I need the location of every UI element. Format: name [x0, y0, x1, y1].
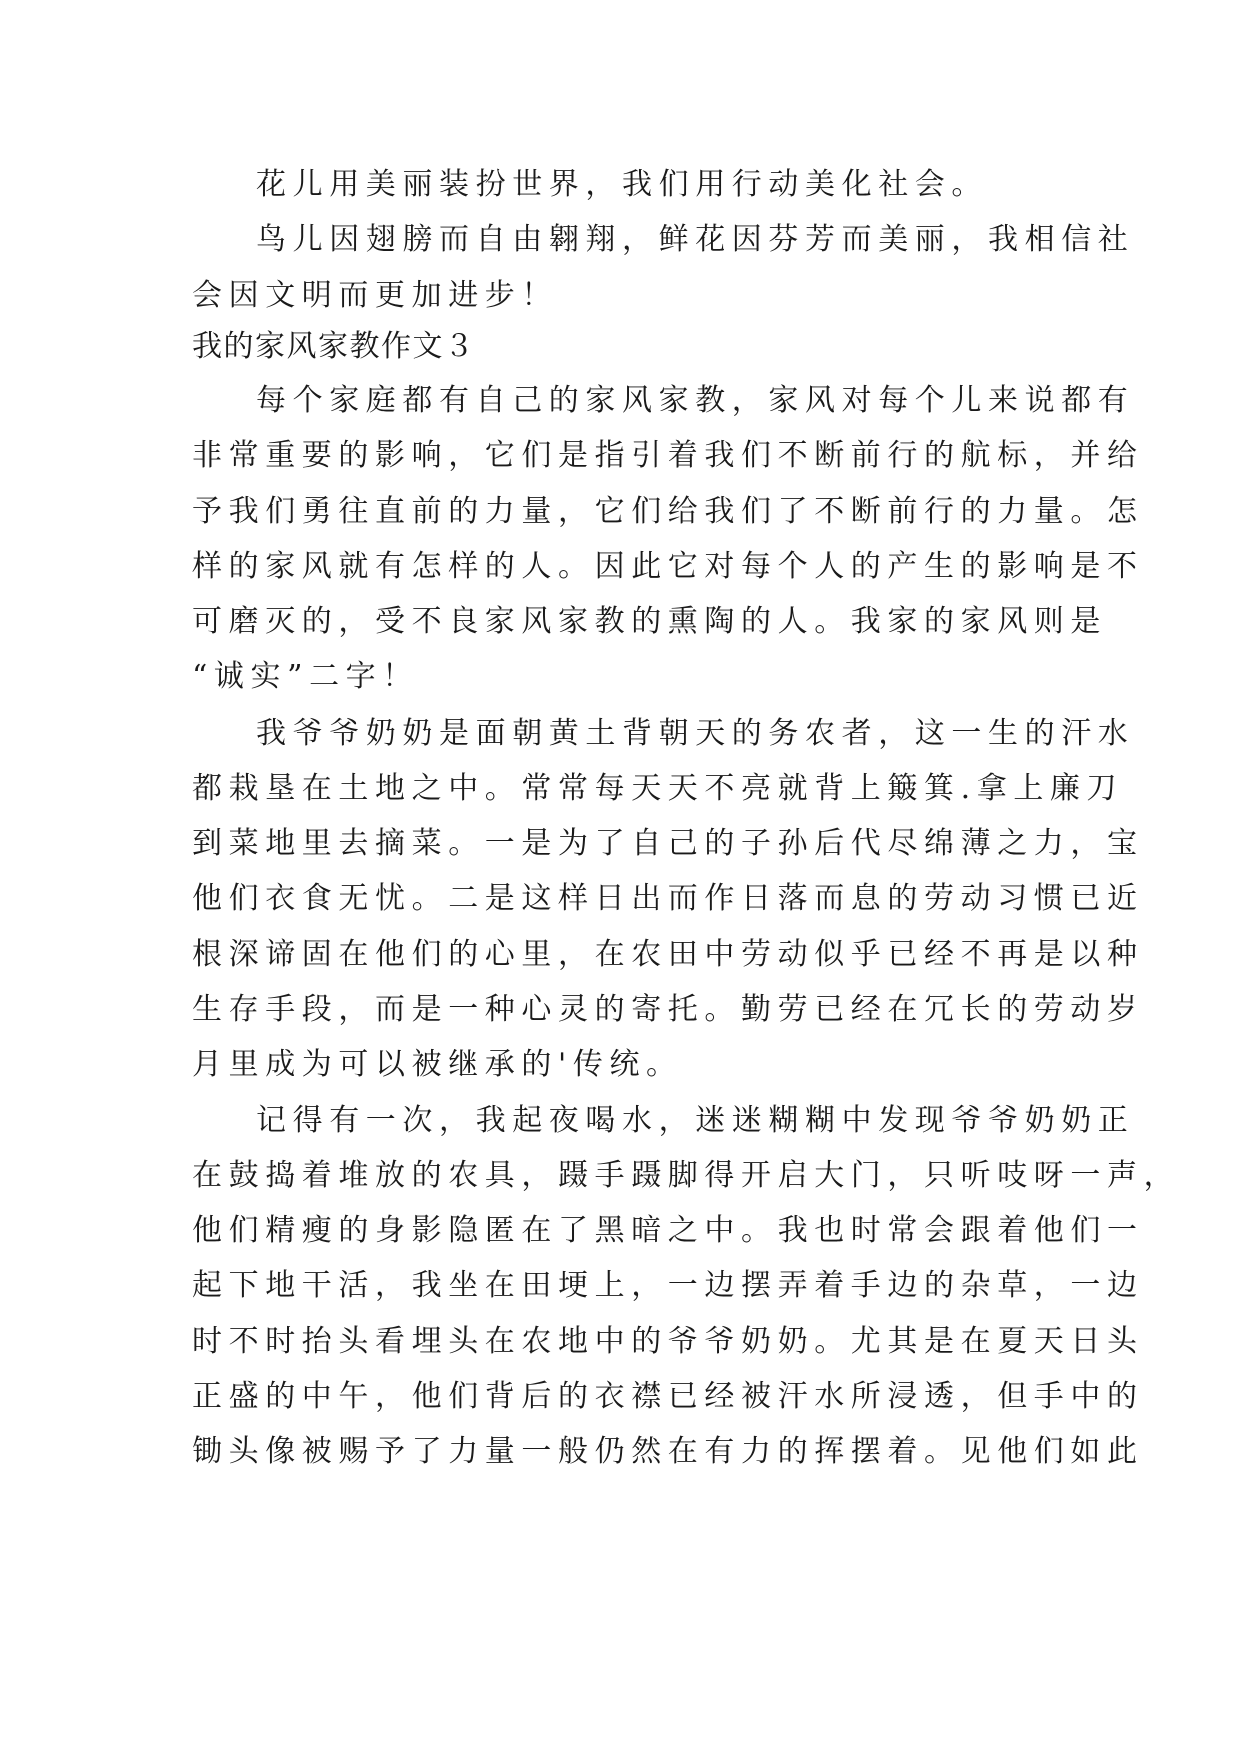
text-line: 起下地干活，我坐在田埂上，一边摆弄着手边的杂草，一边 [192, 1268, 1144, 1303]
text-line: 花儿用美丽装扮世界，我们用行动美化社会。 [256, 167, 988, 202]
text-line: 他们精瘦的身影隐匿在了黑暗之中。我也时常会跟着他们一 [192, 1213, 1144, 1248]
text-line: 我爷爷奶奶是面朝黄土背朝天的务农者，这一生的汗水 [256, 716, 1135, 751]
text-line: 会因文明而更加进步！ [192, 278, 558, 313]
text-line: 记得有一次，我起夜喝水，迷迷糊糊中发现爷爷奶奶正 [256, 1103, 1135, 1138]
text-line: 每个家庭都有自己的家风家教，家风对每个儿来说都有 [256, 383, 1135, 418]
text-line: 正盛的中午，他们背后的衣襟已经被汗水所浸透，但手中的 [192, 1379, 1144, 1414]
text-line: 可磨灭的，受不良家风家教的熏陶的人。我家的家风则是 [192, 604, 1107, 639]
text-line: 予我们勇往直前的力量，它们给我们了不断前行的力量。怎 [192, 494, 1144, 529]
text-line: 鸟儿因翅膀而自由翱翔，鲜花因芬芳而美丽，我相信社 [256, 222, 1135, 257]
text-line: 非常重要的影响，它们是指引着我们不断前行的航标，并给 [192, 438, 1144, 473]
text-line: “诚实”二字！ [192, 659, 419, 694]
text-line: 都栽垦在土地之中。常常每天天不亮就背上簸箕.拿上廉刀 [192, 771, 1124, 806]
section-heading: 我的家风家教作文３ [192, 329, 476, 364]
text-line: 锄头像被赐予了力量一般仍然在有力的挥摆着。见他们如此 [192, 1434, 1144, 1469]
text-line: 他们衣食无忧。二是这样日出而作日落而息的劳动习惯已近 [192, 881, 1144, 916]
text-line: 到菜地里去摘菜。一是为了自己的子孙后代尽绵薄之力，宝 [192, 826, 1144, 861]
text-line: 根深谛固在他们的心里，在农田中劳动似乎已经不再是以种 [192, 937, 1144, 972]
text-line: 样的家风就有怎样的人。因此它对每个人的产生的影响是不 [192, 549, 1144, 584]
text-line: 时不时抬头看埋头在农地中的爷爷奶奶。尤其是在夏天日头 [192, 1324, 1144, 1359]
text-line: 月里成为可以被继承的'传统。 [192, 1047, 683, 1082]
text-line: 生存手段，而是一种心灵的寄托。勤劳已经在冗长的劳动岁 [192, 992, 1144, 1027]
text-line: 在鼓捣着堆放的农具，蹑手蹑脚得开启大门，只听吱呀一声， [192, 1158, 1181, 1193]
